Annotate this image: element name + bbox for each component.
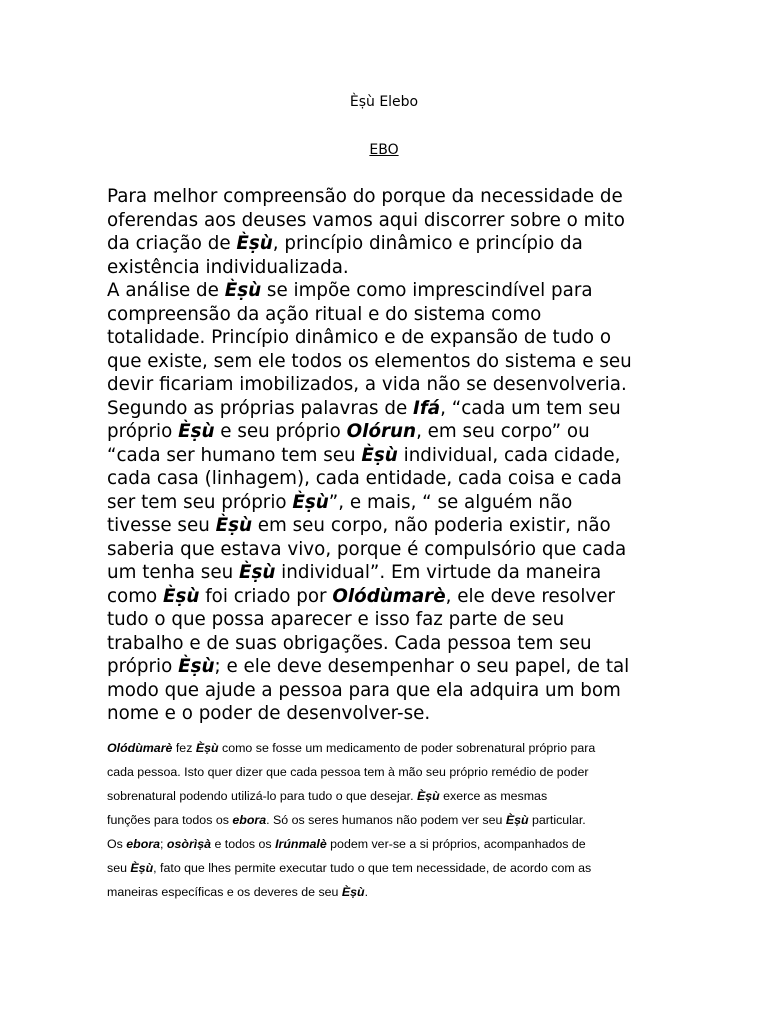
body-line: próprio Èṣù; e ele deve desempenhar o seu papel, de tal (107, 656, 630, 677)
body-line: saberia que estava vivo, porque é compulsório que cada (107, 538, 627, 560)
main-paragraph (107, 185, 667, 726)
body-line: da criação de Èṣù, princípio dinâmico e princípio da (107, 233, 583, 254)
body-line: cada casa (linhagem), cada entidade, cada coisa e cada (107, 468, 622, 489)
small-line: maneiras específicas e os deveres de seu Èṣù. (107, 885, 369, 899)
body-line: Segundo as próprias palavras de Ifá, “cada um tem seu (107, 397, 621, 419)
body-line: tudo o que possa aparecer e isso faz parte de seu (107, 609, 565, 630)
body-line: compreensão da ação ritual e do sistema como (107, 303, 542, 325)
body-line: totalidade. Princípio dinâmico e de expansão de tudo o (107, 327, 612, 348)
small-line: Os ebora; osòrìṣà e todos os Irúnmalè podem ver-se a si próprios, acompanhados de (107, 837, 586, 851)
body-line: existência individualizada. (107, 256, 349, 278)
body-line: tivesse seu Èṣù em seu corpo, não poderia existir, não (107, 515, 611, 536)
body-line: devir ficariam imobilizados, a vida não se desenvolveria. (107, 374, 627, 395)
small-line: funções para todos os ebora. Só os seres humanos não podem ver seu Èṣù particular. (107, 813, 586, 827)
secondary-paragraph (107, 736, 667, 904)
body-line: ser tem seu próprio Èṣù”, e mais, “ se alguém não (107, 491, 573, 513)
document-title: Èṣù Elebo (349, 94, 419, 110)
body-line: “cada ser humano tem seu Èṣù individual, cada cidade, (107, 444, 621, 466)
body-line: como Èṣù foi criado por Olódùmarè, ele deve resolver (107, 585, 616, 607)
body-line: trabalho e de suas obrigações. Cada pessoa tem seu (107, 632, 592, 654)
small-line: cada pessoa. Isto quer dizer que cada pessoa tem à mão seu próprio remédio de poder (107, 765, 589, 779)
body-line: A análise de Èṣù se impõe como imprescindível para (107, 280, 593, 301)
body-line: oferendas aos deuses vamos aqui discorrer sobre o mito (107, 209, 625, 231)
body-line: modo que ajude a pessoa para que ela adquira um bom (107, 679, 621, 701)
small-line: sobrenatural podendo utilizá-lo para tudo o que desejar. Èṣù exerce as mesmas (107, 789, 548, 803)
section-heading: EBO (369, 142, 399, 158)
body-line: que existe, sem ele todos os elementos do sistema e seu (107, 350, 632, 372)
body-line: um tenha seu Èṣù individual”. Em virtude da maneira (107, 562, 602, 583)
small-line: seu Èṣù, fato que lhes permite executar tudo o que tem necessidade, de acordo com as (107, 861, 592, 875)
body-line: Para melhor compreensão do porque da necessidade de (107, 186, 623, 207)
body-line: próprio Èṣù e seu próprio Olórun, em seu corpo” ou (107, 421, 590, 442)
small-line: Olódùmarè fez Èṣù como se fosse um medicamento de poder sobrenatural próprio para (107, 741, 596, 755)
body-line: nome e o poder de desenvolver-se. (107, 703, 431, 724)
